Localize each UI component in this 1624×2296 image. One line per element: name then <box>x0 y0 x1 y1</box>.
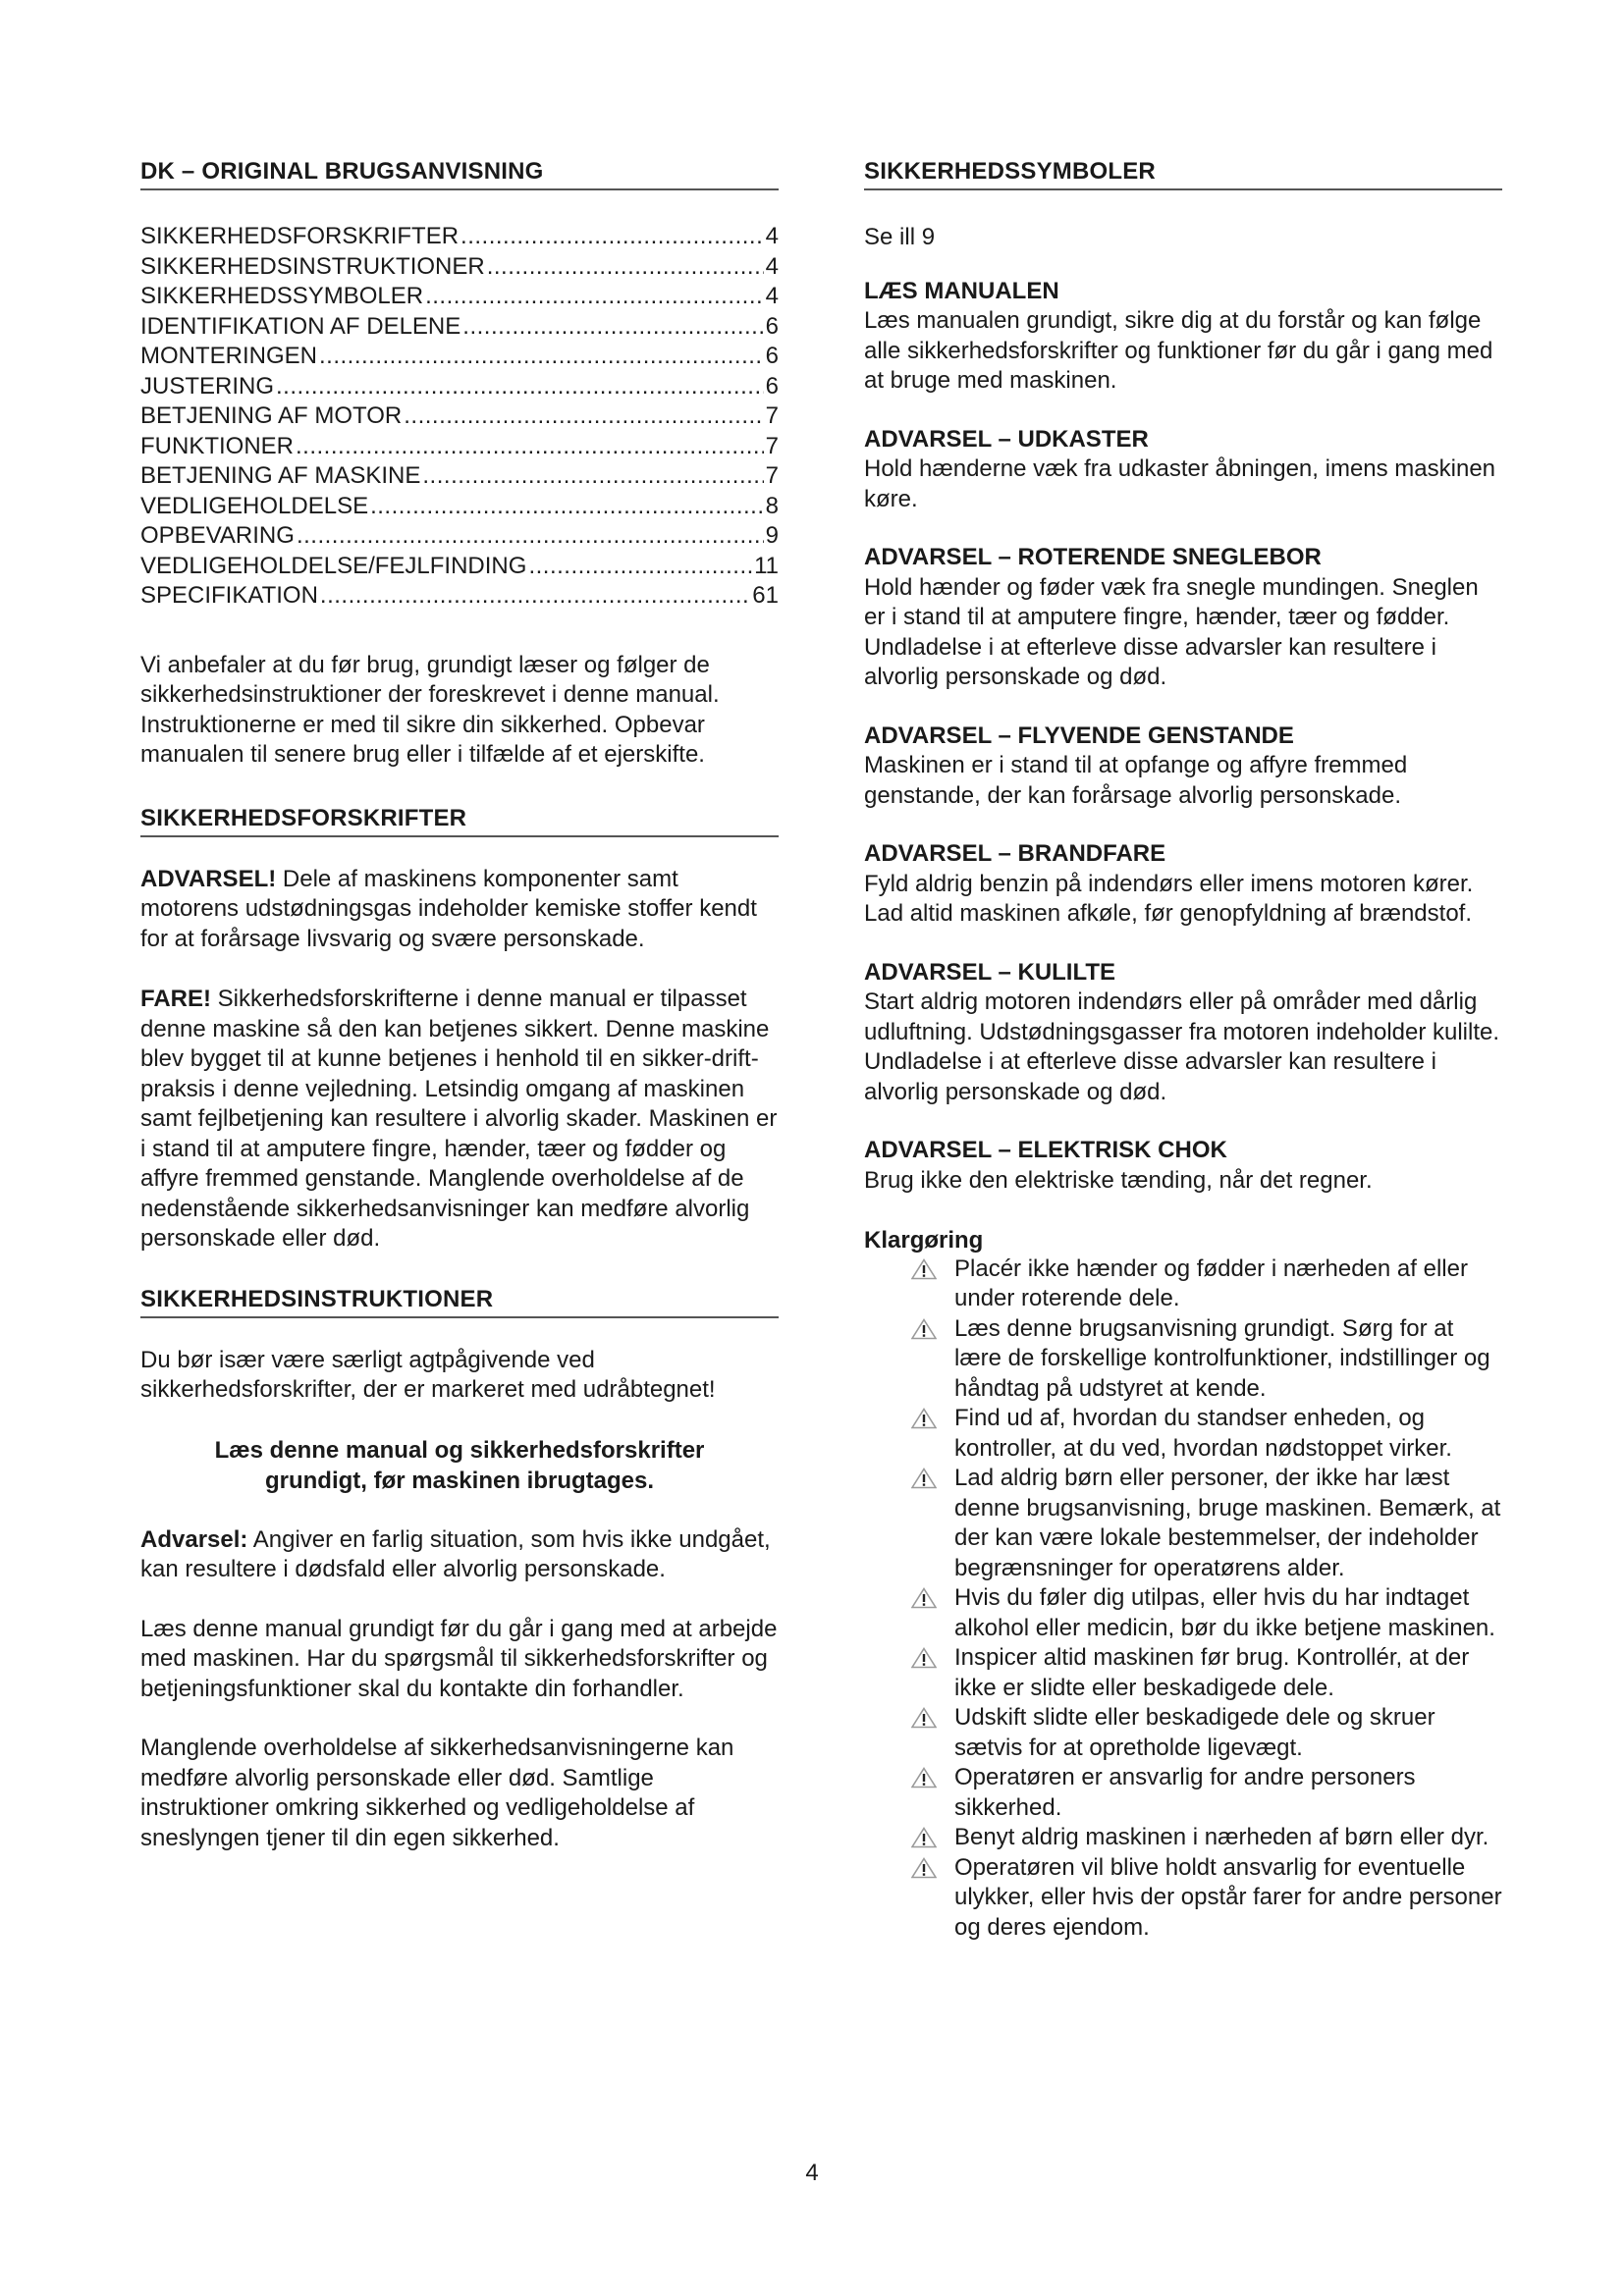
list-item <box>911 1314 1502 1405</box>
symbol-section-text: Brug ikke den elektriske tænding, når det regner. <box>864 1166 1373 1194</box>
toc-entry[interactable] <box>140 372 779 402</box>
list-item-text: Operatøren vil blive holdt ansvarlig for eventuelle ulykker, eller hvis der opstår farer for andre personer og deres ejendom. <box>954 1853 1502 1941</box>
symbol-section <box>864 277 1502 397</box>
warning-triangle-icon <box>911 1763 954 1792</box>
list-item-text: Placér ikke hænder og fødder i nærheden af eller under roterende dele. <box>954 1255 1468 1311</box>
toc-page: 4 <box>765 283 779 309</box>
list-item <box>911 1404 1502 1464</box>
toc-page: 4 <box>765 223 779 249</box>
warning-triangle-icon <box>911 1583 954 1613</box>
toc-page: 6 <box>765 372 779 400</box>
toc-entry[interactable] <box>140 342 779 372</box>
compliance-paragraph: Manglende overholdelse af sikkerhedsanvisningerne kan medføre alvorlig personskade eller død. Samtlige instruktioner omkring sikkerhed og vedligeholdelse af sneslyngen tjener til din egen sikkerhed. <box>140 1735 734 1851</box>
manual-title: DK – ORIGINAL BRUGSANVISNING <box>140 157 779 190</box>
intro-paragraph: Vi anbefaler at du før brug, grundigt læser og følger de sikkerhedsinstruktioner der foreskrevet i denne manual. Instruktionerne er med til sikre din sikkerhed. Opbevar manualen til senere brug eller i tilfælde af et ejerskifte. <box>140 651 720 768</box>
symbol-section <box>864 425 1502 515</box>
toc-page: 7 <box>765 432 779 459</box>
symbol-section <box>864 721 1502 812</box>
toc-entry[interactable] <box>140 461 779 492</box>
toc-entry[interactable] <box>140 312 779 343</box>
toc-label: BETJENING AF MOTOR <box>140 402 403 429</box>
table-of-contents <box>140 222 779 612</box>
toc-entry[interactable] <box>140 581 779 612</box>
toc-entry[interactable] <box>140 222 779 252</box>
warning-triangle-icon <box>911 1464 954 1493</box>
warning-triangle-icon <box>911 1823 954 1852</box>
toc-entry[interactable] <box>140 401 779 432</box>
read-manual-notice: Læs denne manual og sikkerhedsforskrifter grundigt, før maskinen ibrugtages. <box>214 1436 705 1494</box>
toc-page: 4 <box>765 252 779 280</box>
list-item-text: Læs denne brugsanvisning grundigt. Sørg for at lære de forskellige kontrolfunktioner, indstillinger og håndtag på udstyret at kende. <box>954 1314 1490 1402</box>
symbol-section <box>864 958 1502 1108</box>
read-manual-paragraph: Læs denne manual grundigt før du går i gang med at arbejde med maskinen. Har du spørgsmål til sikkerhedsforskrifter og betjeningsfunktioner skal du kontakte din forhandler. <box>140 1615 778 1702</box>
toc-entry[interactable] <box>140 252 779 283</box>
fare-text: Sikkerhedsforskrifterne i denne manual er tilpasset denne maskine så den kan betjenes sikkert. Denne maskine blev bygget til at kunne betjenes i henhold til en sikker-drift-praksis i denne vejledning. Letsindig omgang af maskinen samt fejlbetjening kan resultere i alvorlig skader. Maskinen er i stand til at amputere fingre, hænder, tæer og fødder og affyre fremmed genstande. Manglende overholdelse af de nedenstående sikkerhedsanvisninger kan medføre alvorlig personskade eller død. <box>140 986 778 1252</box>
symbol-section-text: Hold hænderne væk fra udkaster åbningen, imens maskinen køre. <box>864 455 1496 512</box>
warning-triangle-icon <box>911 1703 954 1733</box>
toc-entry[interactable] <box>140 552 779 582</box>
toc-page: 7 <box>765 402 779 429</box>
fare-paragraph <box>140 985 779 1255</box>
instruktioner-paragraph: Du bør især være særligt agtpågivende ved sikkerhedsforskrifter, der er markeret med udråbtegnet! <box>140 1346 716 1403</box>
toc-page: 6 <box>765 312 779 340</box>
warning-triangle-icon <box>911 1853 954 1883</box>
symbol-section <box>864 543 1502 693</box>
toc-label: VEDLIGEHOLDELSE/FEJLFINDING <box>140 552 527 579</box>
advarsel-definition <box>140 1525 779 1585</box>
symbol-section-text: Læs manualen grundigt, sikre dig at du forstår og kan følge alle sikkerhedsforskrifter og funktioner før du går i gang med at bruge med maskinen. <box>864 307 1493 394</box>
advarsel-label: ADVARSEL! <box>140 865 277 892</box>
list-item <box>911 1703 1502 1763</box>
list-item <box>911 1643 1502 1703</box>
symbol-section-title: ADVARSEL – UDKASTER <box>864 425 1149 453</box>
list-item <box>911 1763 1502 1823</box>
see-illustration: Se ill 9 <box>864 224 936 250</box>
advarsel-definition-text: Angiver en farlig situation, som hvis ikke undgået, kan resultere i dødsfald eller alvorlig personskade. <box>140 1525 771 1582</box>
advarsel-paragraph <box>140 865 779 955</box>
list-item-text: Lad aldrig børn eller personer, der ikke har læst denne brugsanvisning, bruge maskinen. Bemærk, at der kan være lokale bestemmelser, der indeholder begrænsninger for operatørens alder. <box>954 1465 1501 1581</box>
symbol-section-title: ADVARSEL – BRANDFARE <box>864 840 1166 867</box>
toc-entry[interactable] <box>140 521 779 552</box>
toc-page: 11 <box>754 552 779 579</box>
warning-triangle-icon <box>911 1255 954 1284</box>
section-title-sikkerhedsinstruktioner: SIKKERHEDSINSTRUKTIONER <box>140 1285 779 1318</box>
toc-label: OPBEVARING <box>140 522 295 549</box>
list-item-text: Operatøren er ansvarlig for andre personers sikkerhed. <box>954 1764 1416 1821</box>
symbol-section <box>864 1136 1502 1196</box>
symbol-section <box>864 839 1502 930</box>
toc-label: SIKKERHEDSFORSKRIFTER <box>140 223 460 249</box>
symbol-section-title: ADVARSEL – ELEKTRISK CHOK <box>864 1137 1227 1163</box>
toc-label: FUNKTIONER <box>140 432 294 459</box>
symbol-section-text: Start aldrig motoren indendørs eller på områder med dårlig udluftning. Udstødningsgasser fra motoren indeholder kulilte. Undladelse i at efterleve disse advarsler kan resultere i alvorlig personskade og død. <box>864 988 1500 1105</box>
right-column <box>864 157 1502 1943</box>
list-item-text: Udskift slidte eller beskadigede dele og skruer sætvis for at opretholde ligevægt. <box>954 1704 1435 1761</box>
advarsel-text: Dele af maskinens komponenter samt motorens udstødningsgas indeholder kemiske stoffer kendt for at forårsage livsvarig og svære personskade. <box>140 865 757 952</box>
symbol-section-text: Maskinen er i stand til at opfange og affyre fremmed genstande, der kan forårsage alvorlig personskade. <box>864 752 1408 809</box>
toc-label: SPECIFIKATION <box>140 582 318 609</box>
toc-label: SIKKERHEDSINSTRUKTIONER <box>140 252 485 280</box>
symbol-section-title: ADVARSEL – KULILTE <box>864 958 1116 986</box>
list-item <box>911 1853 1502 1944</box>
toc-label: VEDLIGEHOLDELSE <box>140 492 369 519</box>
symbol-section-text: Hold hænder og føder væk fra snegle mundingen. Sneglen er i stand til at amputere fingre, hænder, tæer og fødder. Undladelse i at efterleve disse advarsler kan resultere i alvorlig personskade og død. <box>864 573 1479 690</box>
toc-page: 8 <box>765 492 779 519</box>
warning-triangle-icon <box>911 1314 954 1344</box>
toc-label: IDENTIFIKATION AF DELENE <box>140 312 461 340</box>
symbol-section-title: ADVARSEL – ROTERENDE SNEGLEBOR <box>864 544 1322 570</box>
symbol-section-title: LÆS MANUALEN <box>864 277 1059 304</box>
klargoring-section <box>864 1226 1502 1943</box>
warning-triangle-icon <box>911 1643 954 1673</box>
toc-page: 61 <box>752 582 779 609</box>
klargoring-list <box>864 1255 1502 1944</box>
list-item-text: Find ud af, hvordan du standser enheden, og kontroller, at du ved, hvordan nødstoppet virker. <box>954 1405 1452 1462</box>
list-item <box>911 1255 1502 1314</box>
list-item <box>911 1583 1502 1643</box>
toc-label: JUSTERING <box>140 372 275 400</box>
fare-label: FARE! <box>140 986 211 1012</box>
left-column <box>140 157 779 1853</box>
toc-entry[interactable] <box>140 432 779 462</box>
list-item <box>911 1464 1502 1583</box>
toc-entry[interactable] <box>140 492 779 522</box>
symbol-section-title: ADVARSEL – FLYVENDE GENSTANDE <box>864 721 1294 749</box>
toc-page: 6 <box>765 343 779 369</box>
list-item-text: Hvis du føler dig utilpas, eller hvis du har indtaget alkohol eller medicin, bør du ikke betjene maskinen. <box>954 1584 1495 1641</box>
toc-label: BETJENING AF MASKINE <box>140 462 421 489</box>
list-item <box>911 1823 1502 1853</box>
toc-label: SIKKERHEDSSYMBOLER <box>140 283 424 309</box>
klargoring-title: Klargøring <box>864 1227 984 1254</box>
section-title-sikkerhedssymboler: SIKKERHEDSSYMBOLER <box>864 157 1502 190</box>
symbol-section-text: Fyld aldrig benzin på indendørs eller imens motoren kører. Lad altid maskinen afkøle, før genopfyldning af brændstof. <box>864 870 1474 927</box>
toc-page: 9 <box>765 522 779 549</box>
toc-label: MONTERINGEN <box>140 343 317 369</box>
toc-entry[interactable] <box>140 282 779 312</box>
warning-triangle-icon <box>911 1404 954 1433</box>
advarsel-definition-label: Advarsel: <box>140 1525 248 1553</box>
toc-page: 7 <box>765 462 779 489</box>
page-number: 4 <box>805 2160 819 2186</box>
list-item-text: Inspicer altid maskinen før brug. Kontrollér, at der ikke er slidte eller beskadigede dele. <box>954 1644 1470 1701</box>
section-title-sikkerhedsforskrifter: SIKKERHEDSFORSKRIFTER <box>140 804 779 837</box>
list-item-text: Benyt aldrig maskinen i nærheden af børn eller dyr. <box>954 1824 1489 1850</box>
